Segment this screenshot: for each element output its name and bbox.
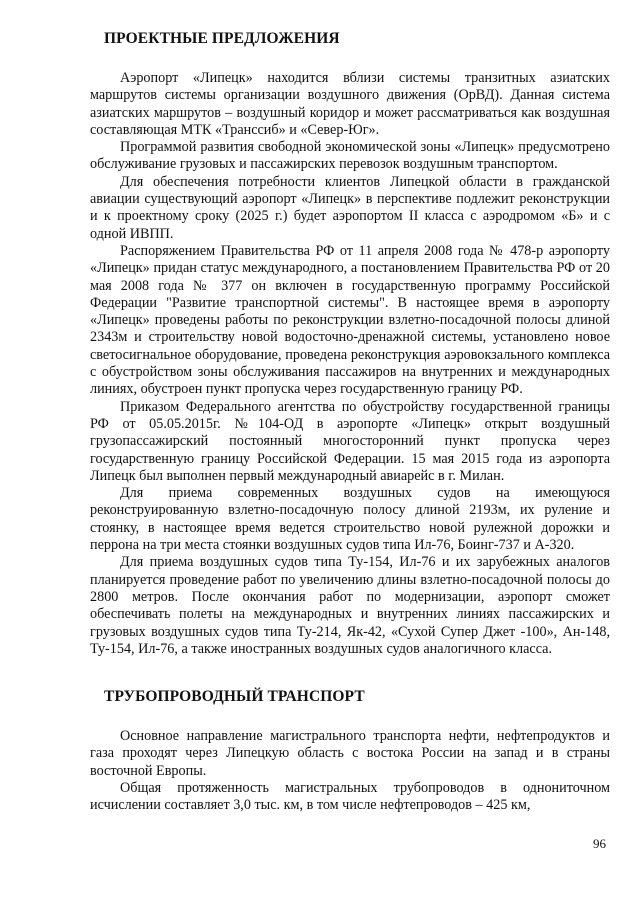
paragraph: Основное направление магистрального транспорта нефти, нефтепродуктов и газа проходят через Липецкую область с востока России на запад и в страны восточной Европы. [90, 728, 610, 779]
paragraph: Программой развития свободной экономической зоны «Липецк» предусмотрено обслуживание грузовых и пассажирских перевозок воздушным транспортом. [90, 139, 610, 173]
section-heading-project-proposals: ПРОЕКТНЫЕ ПРЕДЛОЖЕНИЯ [104, 30, 340, 47]
paragraph: Приказом Федерального агентства по обустройству государственной границы РФ от 05.05.2015г. №104-ОД в аэропорте «Липецк» открыт воздушный грузопассажирский постоянный многосторонний пункт пропуска через государственную границу Российской Федерации. 15 мая 2015 года из аэропорта Липецк был выполнен первый международный авиарейс в г. Милан. [90, 398, 610, 484]
section-heading-pipeline-transport: ТРУБОПРОВОДНЫЙ ТРАНСПОРТ [104, 688, 365, 706]
paragraph: Для обеспечения потребности клиентов Липецкой области в гражданской авиации существующий аэропорт «Липецк» в перспективе подлежит реконструкции и к проектному сроку (2025 г.) будет аэропортом II класса с аэродромом «Б» и с одной ИВПП. [90, 173, 610, 242]
paragraph: Для приема воздушных судов типа Ту-154, Ил-76 и их зарубежных аналогов планируется проведение работ по увеличению длины взлетно-посадочной полосы до 2800 метров. После окончания работ по модернизации, аэропорт сможет обеспечивать полеты на международных и внутренних линиях пассажирских и грузовых воздушных судов типа Ту-214, Як-42, «Сухой Супер Джет -100», Ан-148, Ту-154, Ил-76, а также иностранных воздушных судов аналогичного класса. [90, 554, 610, 657]
paragraph: Общая протяженность магистральных трубопроводов в однониточном исчислении составляет 3,0 тыс. км, в том числе нефтепроводов – 425 км, [90, 779, 610, 814]
page-number: 96 [593, 836, 606, 851]
paragraph: Распоряжением Правительства РФ от 11 апреля 2008 года № 478-р аэропорту «Липецк» придан статус международного, а постановлением Правительства РФ от 20 мая 2008 года № 377 он включен в государственную программу Российской Федерации "Развитие транспортной системы". В настоящее время в аэропорту «Липецк» проведены работы по реконструкции взлетно-посадочной полосы длиной 2343м и строительству новой водосточно-дренажной системы, установлено новое светосигнальное оборудование, проведена реконструкция аэровокзального комплекса с обустройством зоны обслуживания пассажиров на внутренних и международных линиях, обустроен пункт пропуска через государственную границу РФ. [90, 242, 610, 398]
paragraph: Аэропорт «Липецк» находится вблизи системы транзитных азиатских маршрутов системы организации воздушного движения (ОрВД). Данная система азиатских маршрутов – воздушный коридор и может рассматриваться как воздушная составляющая МТК «Транссиб» и «Север-Юг». [90, 70, 610, 138]
paragraph: Для приема современных воздушных судов на имеющуюся реконструированную взлетно-посадочную полосу длиной 2193м, их руление и стоянку, в настоящее время ведется строительство новой рулежной дорожки и перрона на три места стоянки воздушных судов типа Ил-76, Боинг-737 и А-320. [90, 485, 610, 554]
